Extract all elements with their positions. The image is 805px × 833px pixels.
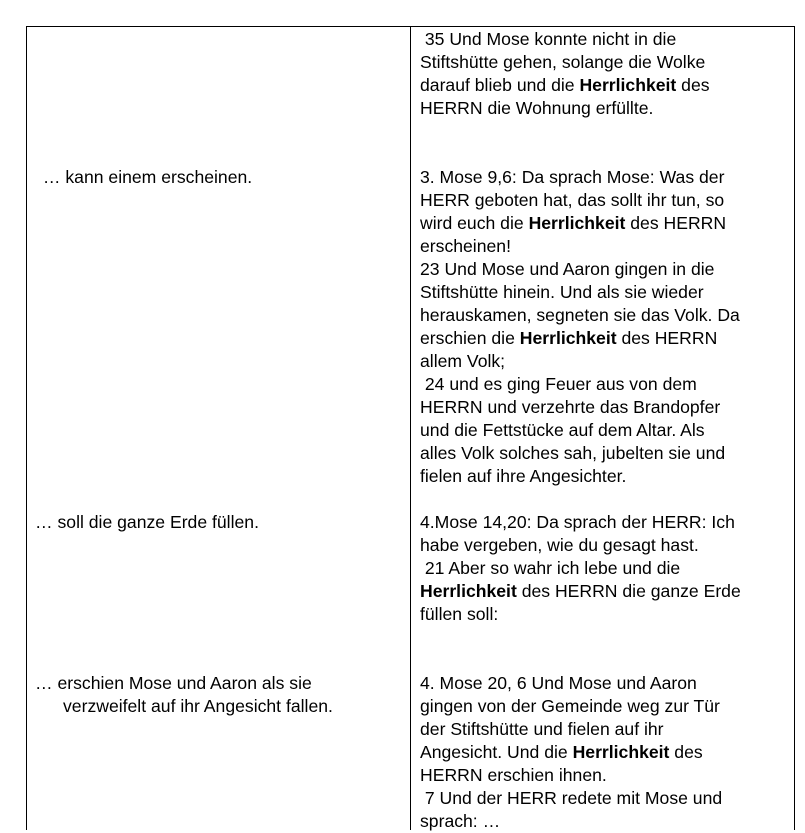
text-segment: verzweifelt auf ihr Angesicht fallen. xyxy=(63,696,333,716)
text-line xyxy=(420,304,740,327)
text-line xyxy=(420,557,741,580)
text-line xyxy=(420,764,722,787)
text-line xyxy=(420,511,741,534)
bold-keyword: Herrlichkeit xyxy=(528,213,626,233)
text-segment: des HERRN xyxy=(616,328,718,348)
text-line xyxy=(420,235,740,258)
text-segment: herauskamen, segneten sie das Volk. Da xyxy=(420,305,740,325)
text-segment: erschien die xyxy=(420,328,520,348)
table-border-middle xyxy=(410,26,411,830)
text-line xyxy=(420,373,740,396)
text-segment: fielen auf ihre Angesichter. xyxy=(420,466,627,486)
text-segment: des HERRN die ganze Erde xyxy=(516,581,741,601)
table-border-right xyxy=(794,26,795,830)
text-segment: HERRN erschien ihnen. xyxy=(420,765,607,785)
text-line xyxy=(420,327,740,350)
text-segment: 4. Mose 20, 6 Und Mose und Aaron xyxy=(420,673,697,693)
row-2-left-cell xyxy=(38,166,252,189)
row-3-left-cell xyxy=(35,511,259,534)
text-line xyxy=(420,741,722,764)
row-1-right-cell xyxy=(420,28,710,120)
text-segment: sprach: … xyxy=(420,811,501,831)
text-line xyxy=(420,212,740,235)
text-line xyxy=(35,511,259,534)
text-segment: HERRN die Wohnung erfüllte. xyxy=(420,98,654,118)
text-line xyxy=(420,28,710,51)
text-line xyxy=(420,189,740,212)
text-segment: allem Volk; xyxy=(420,351,506,371)
row-4-left-cell xyxy=(35,672,333,718)
text-line xyxy=(420,419,740,442)
table-border-left xyxy=(26,26,27,830)
text-line xyxy=(38,166,252,189)
text-segment: des xyxy=(669,742,703,762)
text-line xyxy=(420,396,740,419)
text-segment: 7 Und der HERR redete mit Mose und xyxy=(420,788,723,808)
text-line xyxy=(420,350,740,373)
text-segment: füllen soll: xyxy=(420,604,499,624)
bold-keyword: Herrlichkeit xyxy=(420,581,517,601)
text-segment: 24 und es ging Feuer aus von dem xyxy=(420,374,697,394)
text-segment: wird euch die xyxy=(420,213,529,233)
text-segment: darauf blieb und die xyxy=(420,75,580,95)
text-line xyxy=(35,695,333,718)
text-line xyxy=(420,74,710,97)
text-segment: des HERRN xyxy=(625,213,727,233)
text-line xyxy=(420,465,740,488)
bold-keyword: Herrlichkeit xyxy=(579,75,677,95)
text-segment: erscheinen! xyxy=(420,236,511,256)
row-4-right-cell xyxy=(420,672,722,833)
text-line xyxy=(420,580,741,603)
text-segment: 4.Mose 14,20: Da sprach der HERR: Ich xyxy=(420,512,735,532)
text-line xyxy=(420,281,740,304)
text-segment: 23 Und Mose und Aaron gingen in die xyxy=(420,259,715,279)
text-segment: 3. Mose 9,6: Da sprach Mose: Was der xyxy=(420,167,725,187)
text-segment: Angesicht. Und die xyxy=(420,742,573,762)
text-segment: HERR geboten hat, das sollt ihr tun, so xyxy=(420,190,725,210)
text-line xyxy=(420,258,740,281)
text-segment: … kann einem erscheinen. xyxy=(38,167,253,187)
text-line xyxy=(420,442,740,465)
text-segment: gingen von der Gemeinde weg zur Tür xyxy=(420,696,720,716)
text-line xyxy=(420,695,722,718)
text-line xyxy=(420,97,710,120)
text-segment: der Stiftshütte und fielen auf ihr xyxy=(420,719,664,739)
text-line xyxy=(420,51,710,74)
text-segment: … soll die ganze Erde füllen. xyxy=(35,512,259,532)
text-segment: Stiftshütte gehen, solange die Wolke xyxy=(420,52,706,72)
text-segment: Stiftshütte hinein. Und als sie wieder xyxy=(420,282,704,302)
text-segment: des xyxy=(676,75,710,95)
text-segment: HERRN und verzehrte das Brandopfer xyxy=(420,397,721,417)
row-3-right-cell xyxy=(420,511,741,626)
text-line xyxy=(35,672,333,695)
text-segment: habe vergeben, wie du gesagt hast. xyxy=(420,535,699,555)
text-segment: 21 Aber so wahr ich lebe und die xyxy=(420,558,681,578)
text-line xyxy=(420,166,740,189)
text-segment: … erschien Mose und Aaron als sie xyxy=(35,673,312,693)
text-segment: 35 Und Mose konnte nicht in die xyxy=(420,29,677,49)
text-line xyxy=(420,534,741,557)
text-segment: alles Volk solches sah, jubelten sie und xyxy=(420,443,726,463)
text-line xyxy=(420,787,722,810)
bold-keyword: Herrlichkeit xyxy=(572,742,670,762)
bold-keyword: Herrlichkeit xyxy=(519,328,617,348)
text-line xyxy=(420,603,741,626)
text-segment: und die Fettstücke auf dem Altar. Als xyxy=(420,420,705,440)
row-2-right-cell xyxy=(420,166,740,488)
text-line xyxy=(420,718,722,741)
text-line xyxy=(420,672,722,695)
